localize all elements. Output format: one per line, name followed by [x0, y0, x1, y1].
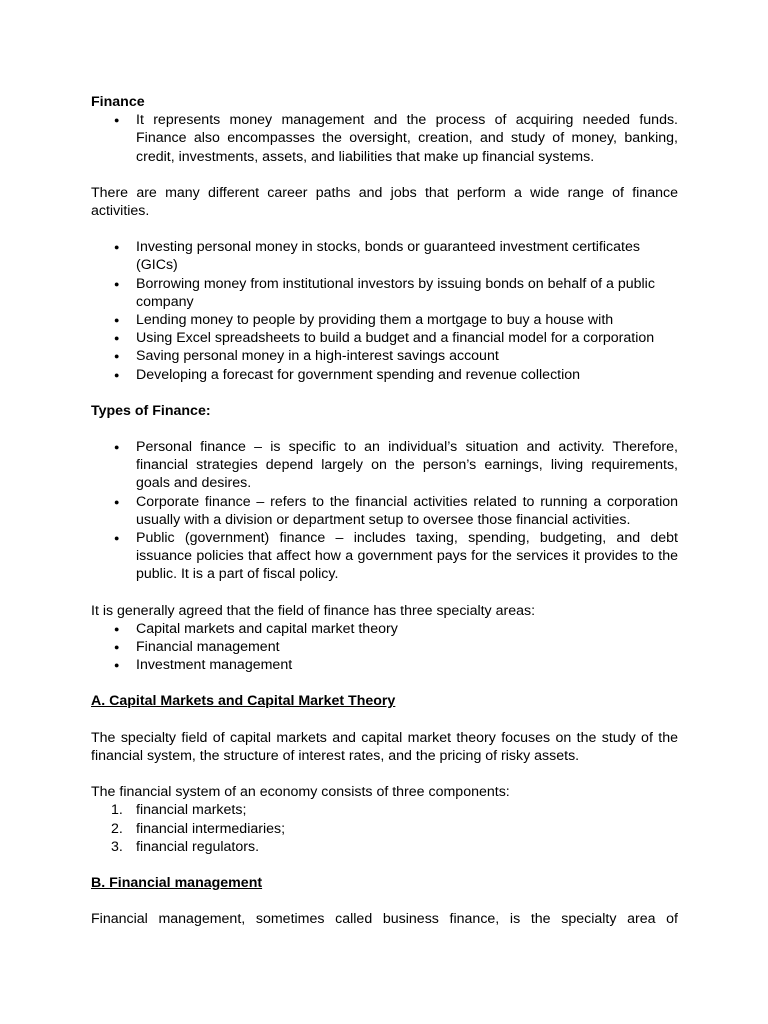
list-item: ● Personal finance – is specific to an individual’s situation and activity. Therefore, financial strategies depend largely on the person’s earnings, living requirements, goals and desires. — [91, 438, 678, 493]
section-a-heading: A. Capital Markets and Capital Market Theory — [91, 693, 396, 710]
list-item-text: financial regulators. — [136, 838, 260, 855]
list-item — [91, 801, 678, 819]
components-list — [91, 801, 678, 856]
list-item-text: financial intermediaries; — [136, 820, 286, 837]
list-item: ● Public (government) finance – includes taxing, spending, budgeting, and debt issuance policies that affect how a government pays for the services it provides to the public. It is a part of fiscal policy. — [91, 529, 678, 584]
list-item: ● Using Excel spreadsheets to build a budget and a financial model for a corporation — [91, 329, 678, 347]
list-item: ● Corporate finance – refers to the financial activities related to running a corporation usually with a division or department setup to oversee those financial activities. — [91, 493, 678, 529]
list-item: ● Investing personal money in stocks, bonds or guaranteed investment certificates (GICs) — [91, 238, 678, 274]
components-intro: The financial system of an economy consists of three components: — [91, 784, 510, 801]
list-item — [91, 838, 678, 856]
finance-definition-list — [91, 111, 678, 166]
list-item: ● Developing a forecast for government spending and revenue collection — [91, 366, 678, 384]
finance-heading: Finance — [91, 94, 145, 110]
list-item: ● Capital markets and capital market theory — [91, 620, 678, 638]
careers-list — [91, 238, 678, 384]
types-heading: Types of Finance: — [91, 402, 211, 419]
list-number: 3. — [111, 838, 123, 855]
list-number: 2. — [111, 820, 123, 837]
list-number: 1. — [111, 802, 123, 819]
section-b-heading: B. Financial management — [91, 874, 263, 891]
section-a-paragraph: The specialty field of capital markets and capital market theory focuses on the study of the financial system, the structure of interest rates, and the pricing of risky assets. — [91, 729, 678, 764]
document-page — [91, 93, 678, 928]
list-item: ● Investment management — [91, 656, 678, 674]
list-item — [91, 820, 678, 838]
list-item-text: financial markets; — [136, 802, 247, 819]
specialty-list — [91, 620, 678, 675]
list-item: ● Borrowing money from institutional investors by issuing bonds on behalf of a public company — [91, 275, 678, 311]
list-item: ● Lending money to people by providing them a mortgage to buy a house with — [91, 311, 678, 329]
list-item: ● Financial management — [91, 638, 678, 656]
section-b-paragraph: Financial management, sometimes called business finance, is the specialty area of — [91, 911, 678, 928]
careers-intro: There are many different career paths and jobs that perform a wide range of finance activities. — [91, 184, 678, 220]
finance-definition: ● It represents money management and the process of acquiring needed funds. Finance also encompasses the oversight, creation, and study of money, banking, credit, investments, assets, and liabilities that make up financial systems. — [91, 111, 678, 166]
specialty-intro: It is generally agreed that the field of finance has three specialty areas: — [91, 602, 536, 619]
list-item: ● Saving personal money in a high-interest savings account — [91, 347, 678, 365]
types-list — [91, 438, 678, 584]
